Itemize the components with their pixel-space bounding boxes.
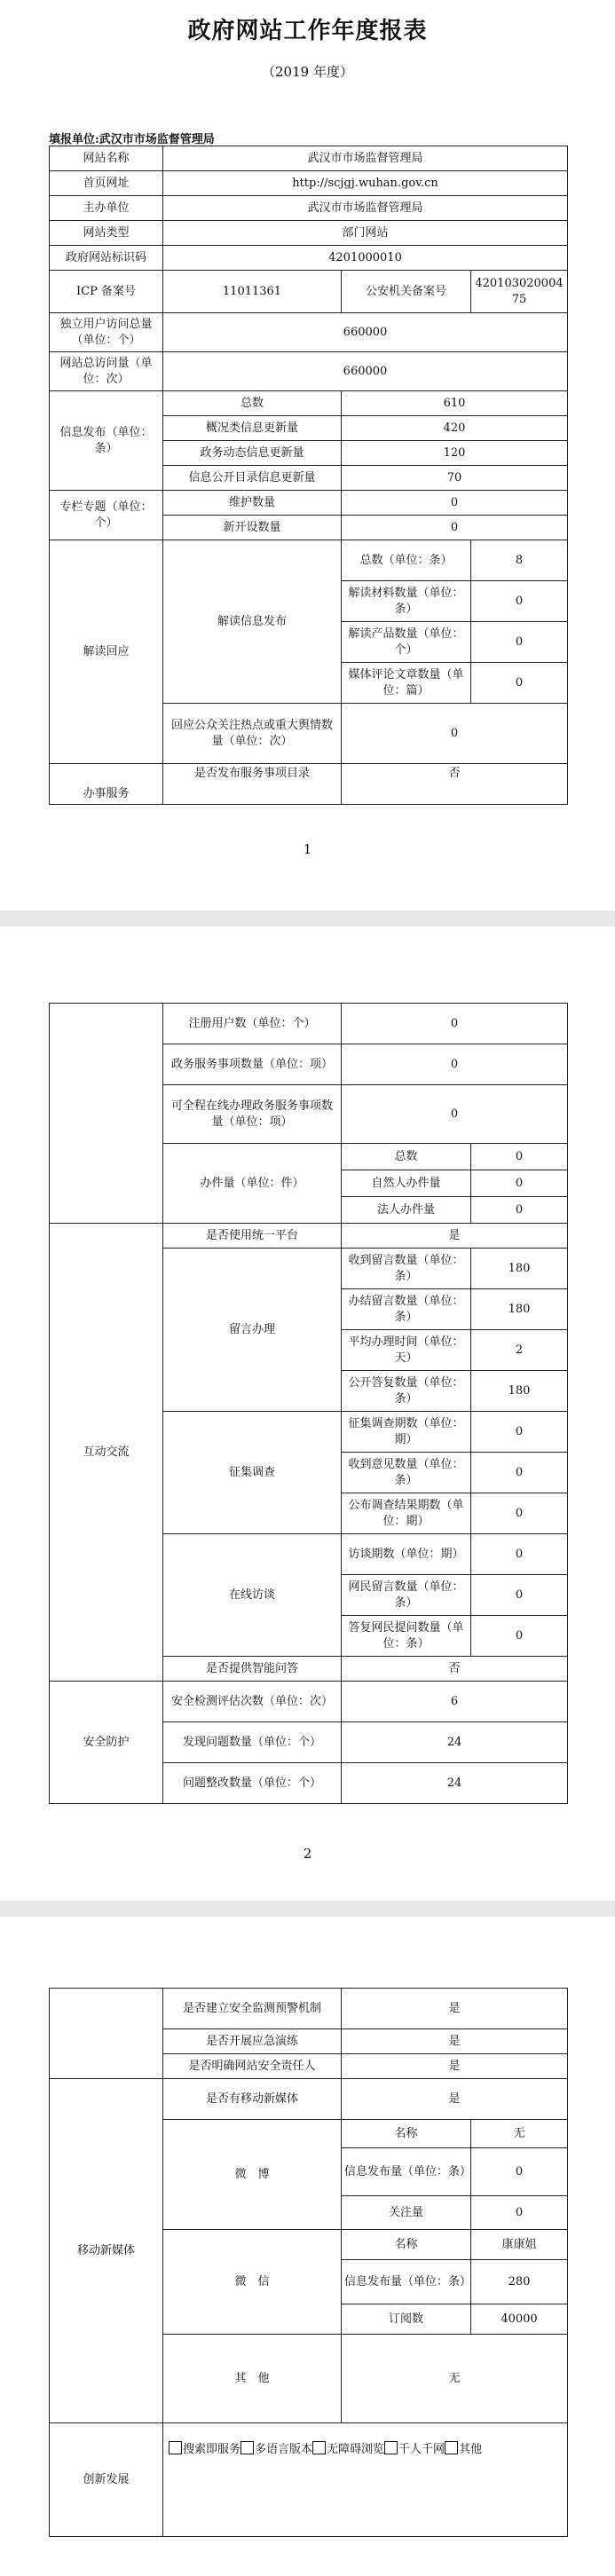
talk-times-label: 访谈期数（单位：期） — [342, 1534, 471, 1575]
weibo-follow-label: 关注量 — [342, 2196, 471, 2230]
interp-product-value: 0 — [471, 622, 568, 663]
filler-unit: 填报单位:武汉市市场监督管理局 — [49, 133, 215, 146]
talk-times-value: 0 — [471, 1534, 568, 1575]
publish-overview-label: 概况类信息更新量 — [163, 416, 342, 441]
page-number-2: 2 — [303, 1846, 312, 1862]
police-value: 42010302000475 — [471, 271, 568, 313]
host-value: 武汉市市场监督管理局 — [163, 196, 568, 221]
weibo-label: 微 博 — [163, 2120, 342, 2230]
wechat-pub-value: 280 — [471, 2260, 568, 2304]
msg-recv-label: 收到留言数量（单位：条） — [342, 1249, 471, 1289]
interp-product-label: 解读产品数量（单位：个） — [342, 622, 471, 663]
checkbox-icon[interactable] — [240, 2441, 254, 2454]
handle-natural-value: 0 — [471, 1170, 568, 1197]
msg-recv-value: 180 — [471, 1249, 568, 1289]
interp-media-label: 媒体评论文章数量（单位：篇） — [342, 663, 471, 704]
innovation-options — [163, 2423, 568, 2537]
security-warn-value: 是 — [342, 1989, 568, 2029]
service-items-value: 0 — [342, 1044, 568, 1085]
service-catalog-label: 是否发布服务事项目录 — [163, 764, 342, 805]
service-handle-label: 办件量（单位：件） — [163, 1144, 342, 1224]
report-table-3 — [49, 1988, 568, 2537]
interp-total-label: 总数（单位：条） — [342, 540, 471, 581]
publish-dynamic-label: 政务动态信息更新量 — [163, 441, 342, 466]
site-type-value: 部门网站 — [163, 221, 568, 246]
handle-total-value: 0 — [471, 1144, 568, 1170]
interp-label: 解读回应 — [50, 540, 163, 764]
msg-done-value: 180 — [471, 1289, 568, 1330]
service-reg-value: 0 — [342, 1004, 568, 1044]
checkbox-icon[interactable] — [384, 2441, 398, 2454]
security-found-value: 24 — [342, 1722, 568, 1763]
msg-pub-label: 公开答复数量（单位：条） — [342, 1371, 471, 1412]
msg-avg-label: 平均办理时间（单位：天） — [342, 1330, 471, 1371]
weibo-name-label: 名称 — [342, 2120, 471, 2148]
handle-total-label: 总数 — [342, 1144, 471, 1170]
site-code-value: 4201000010 — [163, 246, 568, 271]
site-name-value: 武汉市市场监督管理局 — [163, 146, 568, 171]
wechat-pub-label: 信息发布量（单位：条） — [342, 2260, 471, 2304]
site-code-label: 政府网站标识码 — [50, 246, 163, 271]
security-label-cont — [50, 1989, 163, 2079]
publish-catalog-label: 信息公开目录信息更新量 — [163, 466, 342, 491]
security-check-label: 安全检测评估次数（单位：次） — [163, 1682, 342, 1722]
report-year: （2019 年度） — [262, 64, 353, 80]
msg-pub-value: 180 — [471, 1371, 568, 1412]
column-maintain-label: 维护数量 — [163, 491, 342, 516]
wechat-label: 微 信 — [163, 2230, 342, 2335]
checkbox-icon[interactable] — [169, 2441, 182, 2454]
mobile-has-value: 是 — [342, 2079, 568, 2120]
other-value: 无 — [342, 2335, 568, 2423]
handle-natural-label: 自然人办件量 — [342, 1170, 471, 1197]
interp-hot-label: 回应公众关注热点或重大舆情数量（单位：次） — [163, 704, 342, 764]
smart-label: 是否提供智能问答 — [163, 1657, 342, 1682]
security-resp-value: 是 — [342, 2054, 568, 2079]
interp-sub-label: 解读信息发布 — [163, 540, 342, 704]
interp-hot-value: 0 — [342, 704, 568, 764]
wechat-name-label: 名称 — [342, 2230, 471, 2260]
report-table-1 — [49, 146, 568, 805]
weibo-pub-value: 0 — [471, 2148, 568, 2196]
pv-value: 660000 — [163, 352, 568, 391]
msg-done-label: 办结留言数量（单位：条） — [342, 1289, 471, 1330]
service-label-1: 办事服务 — [50, 764, 163, 805]
page-number-1: 1 — [303, 841, 312, 857]
survey-recv-value: 0 — [471, 1453, 568, 1493]
survey-pub-label: 公布调查结果期数（单位：期） — [342, 1493, 471, 1534]
security-fixed-label: 问题整改数量（单位：个） — [163, 1763, 342, 1804]
service-items-label: 政务服务事项数量（单位：项） — [163, 1044, 342, 1085]
security-found-label: 发现问题数量（单位：个） — [163, 1722, 342, 1763]
platform-value: 是 — [342, 1224, 568, 1249]
report-table-2 — [49, 1003, 568, 1804]
publish-dynamic-value: 120 — [342, 441, 568, 466]
talk-ans-label: 答复网民提问数量（单位：条） — [342, 1616, 471, 1657]
column-new-value: 0 — [342, 516, 568, 540]
talk-msg-label: 网民留言数量（单位：条） — [342, 1575, 471, 1616]
innovation-option-accessible[interactable]: 无障碍浏览 — [312, 2443, 384, 2456]
security-drill-label: 是否开展应急演练 — [163, 2029, 342, 2054]
talk-msg-value: 0 — [471, 1575, 568, 1616]
survey-recv-label: 收到意见数量（单位：条） — [342, 1453, 471, 1493]
handle-legal-value: 0 — [471, 1197, 568, 1224]
weibo-name-value: 无 — [471, 2120, 568, 2148]
wechat-sub-value: 40000 — [471, 2304, 568, 2335]
report-title: 政府网站工作年度报表 — [187, 18, 428, 44]
service-reg-label: 注册用户数（单位：个） — [163, 1004, 342, 1044]
platform-label: 是否使用统一平台 — [163, 1224, 342, 1249]
publish-catalog-value: 70 — [342, 466, 568, 491]
interp-media-value: 0 — [471, 663, 568, 704]
column-label: 专栏专题（单位：个） — [50, 491, 163, 540]
publish-label: 信息发布（单位：条） — [50, 391, 163, 491]
service-label-2 — [50, 1004, 163, 1224]
publish-total-value: 610 — [342, 391, 568, 416]
column-new-label: 新开设数量 — [163, 516, 342, 540]
icp-value: 11011361 — [163, 271, 342, 313]
page-3 — [0, 1917, 615, 2576]
wechat-sub-label: 订阅数 — [342, 2304, 471, 2335]
home-url-label: 首页网址 — [50, 171, 163, 196]
police-label: 公安机关备案号 — [342, 271, 471, 313]
security-check-value: 6 — [342, 1682, 568, 1722]
wechat-name-value: 康康姐 — [471, 2230, 568, 2260]
handle-legal-label: 法人办件量 — [342, 1197, 471, 1224]
innovation-option-search[interactable]: 搜索即服务 — [169, 2443, 240, 2456]
interp-material-value: 0 — [471, 581, 568, 622]
survey-times-label: 征集调查期数（单位：期） — [342, 1412, 471, 1453]
security-label: 安全防护 — [50, 1682, 163, 1804]
interp-total-value: 8 — [471, 540, 568, 581]
site-type-label: 网站类型 — [50, 221, 163, 246]
interact-label: 互动交流 — [50, 1224, 163, 1682]
talk-label: 在线访谈 — [163, 1534, 342, 1657]
service-online-label: 可全程在线办理政务服务事项数量（单位：项） — [163, 1085, 342, 1144]
security-resp-label: 是否明确网站安全责任人 — [163, 2054, 342, 2079]
service-catalog-value: 否 — [342, 764, 568, 805]
page-2 — [0, 926, 615, 1901]
mobile-has-label: 是否有移动新媒体 — [163, 2079, 342, 2120]
uv-label: 独立用户访问总量（单位：个） — [50, 313, 163, 352]
security-fixed-value: 24 — [342, 1763, 568, 1804]
msg-avg-value: 2 — [471, 1330, 568, 1371]
security-drill-value: 是 — [342, 2029, 568, 2054]
survey-pub-value: 0 — [471, 1493, 568, 1534]
survey-times-value: 0 — [471, 1412, 568, 1453]
publish-total-label: 总数 — [163, 391, 342, 416]
weibo-follow-value: 0 — [471, 2196, 568, 2230]
mobile-label: 移动新媒体 — [50, 2079, 163, 2423]
host-label: 主办单位 — [50, 196, 163, 221]
pv-label: 网站总访问量（单位：次） — [50, 352, 163, 391]
column-maintain-value: 0 — [342, 491, 568, 516]
service-online-value: 0 — [342, 1085, 568, 1144]
talk-ans-value: 0 — [471, 1616, 568, 1657]
page-1 — [0, 0, 615, 910]
uv-value: 660000 — [163, 313, 568, 352]
other-label: 其 他 — [163, 2335, 342, 2423]
interp-material-label: 解读材料数量（单位：条） — [342, 581, 471, 622]
site-name-label: 网站名称 — [50, 146, 163, 171]
home-url-value: http://scjgj.wuhan.gov.cn — [163, 171, 568, 196]
survey-label: 征集调查 — [163, 1412, 342, 1534]
innovation-label: 创新发展 — [50, 2423, 163, 2537]
smart-value: 否 — [342, 1657, 568, 1682]
innovation-option-multilang[interactable]: 多语言版本 — [240, 2443, 312, 2456]
weibo-pub-label: 信息发布量（单位：条） — [342, 2148, 471, 2196]
icp-label: ICP 备案号 — [50, 271, 163, 313]
security-warn-label: 是否建立安全监测预警机制 — [163, 1989, 342, 2029]
innovation-option-other[interactable]: 其他 — [445, 2443, 482, 2456]
innovation-option-personal[interactable]: 千人千网 — [384, 2443, 445, 2456]
publish-overview-value: 420 — [342, 416, 568, 441]
checkbox-icon[interactable] — [445, 2441, 458, 2454]
msg-label: 留言办理 — [163, 1249, 342, 1412]
checkbox-icon[interactable] — [312, 2441, 326, 2454]
